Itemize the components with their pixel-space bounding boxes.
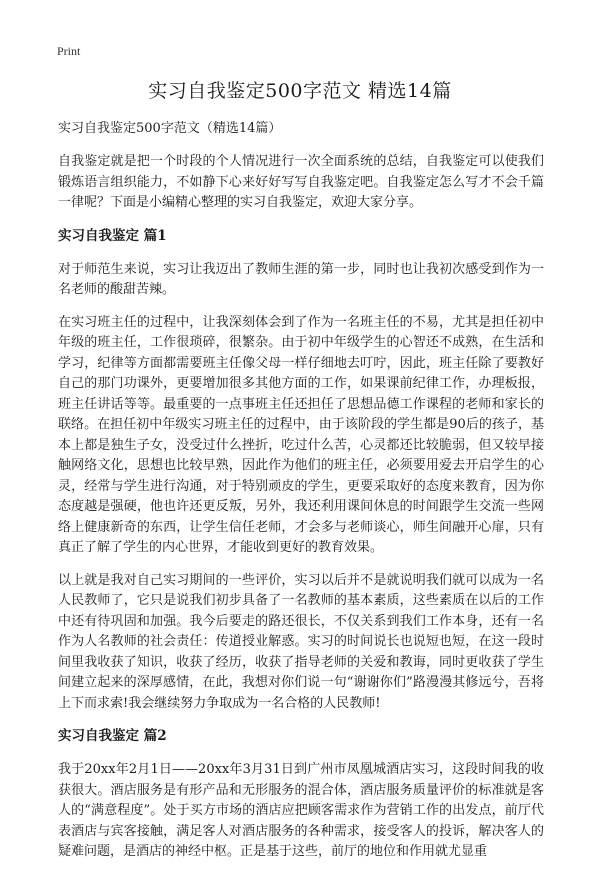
document-body xyxy=(58,119,544,875)
section-1-paragraph-2: 在实习班主任的过程中，让我深刻体会到了作为一名班主任的不易，尤其是担任初中年级的班主任，工作很琐碎，很繁杂。由于初中年级学生的心智还不成熟，在生活和学习，纪律等方面都需要班主任像父母一样仔细地去叮咛，因此，班主任除了要教好自己的那门功课外，更要增加很多其他方面的工作，如果课前纪律工作，办理板报，班主任讲话等等。最重要的一点事班主任还担任了思想品德工作课程的老师和家长的联络。在担任初中年级实习班主任的过程中，由于该阶段的学生都是90后的孩子，基本上都是独生子女，没受过什么挫折，吃过什么苦，心灵都还比较脆弱，但又较早接触网络文化，思想也比较早熟，因此作为他们的班主任，必须要用爱去开启学生的心灵，经常与学生进行沟通，对于特别顽皮的学生，更要采取好的态度来教育，因为你态度越是强硬，他也许还更反叛，另外，我还利用课间休息的时间跟学生交流一些网络上健康新奇的东西，让学生信任老师，才会多与老师谈心，师生间融开心扉，只有真正了解了学生的内心世界，才能收到更好的教育效果。 xyxy=(58,314,544,555)
section-2-paragraph-1: 我于20xx年2月1日——20xx年3月31日到广州市凤凰城酒店实习，这段时间我的收获很大。酒店服务是有形产品和无形服务的混合体，酒店服务质量评价的标准就是客人的“满意程度”。处于买方市场的酒店应把顾客需求作为营销工作的出发点，前厅代表酒店与宾客接触，满足客人对酒店服务的各种需求，接受客人的投诉，解决客人的疑难问题，是酒店的神经中枢。正是基于这些，前厅的地位和作用就尤显重 xyxy=(58,762,544,859)
section-heading-2: 实习自我鉴定 篇2 xyxy=(58,728,167,744)
document-subtitle: 实习自我鉴定500字范文（精选14篇） xyxy=(58,121,282,136)
section-1-paragraph-3: 以上就是我对自己实习期间的一些评价，实习以后并不是就说明我们就可以成为一名人民教师了，它只是说我们初步具备了一名教师的基本素质，这些素质在以后的工作中还有待巩固和加强。我今后要走的路还很长，不仅关系到我们工作本身，还有一名作为人名教师的社会责任：传道授业解惑。实习的时间说长也说短也短，在这一段时间里我收获了知识，收获了经历，收获了指导老师的关爱和教诲，同时更收获了学生间建立起来的深厚感情，在此，我想对你们说一句“谢谢你们”路漫漫其修远兮，吾将上下而求索!我会继续努力争取成为一名合格的人民教师! xyxy=(58,572,544,711)
print-link[interactable]: Print xyxy=(57,44,81,58)
page-title: 实习自我鉴定500字范文 精选14篇 xyxy=(148,80,452,102)
section-heading-1: 实习自我鉴定 篇1 xyxy=(58,227,167,244)
intro-paragraph: 自我鉴定就是把一个时段的个人情况进行一次全面系统的总结，自我鉴定可以使我们锻炼语言组织能力，不如静下心来好好写写自我鉴定吧。自我鉴定怎么写才不会千篇一律呢？下面是小编精心整理的实习自我鉴定，欢迎大家分享。 xyxy=(58,154,544,210)
section-1-paragraph-1: 对于师范生来说，实习让我迈出了教师生涯的第一步，同时也让我初次感受到作为一名老师的酸甜苦辣。 xyxy=(58,261,544,297)
